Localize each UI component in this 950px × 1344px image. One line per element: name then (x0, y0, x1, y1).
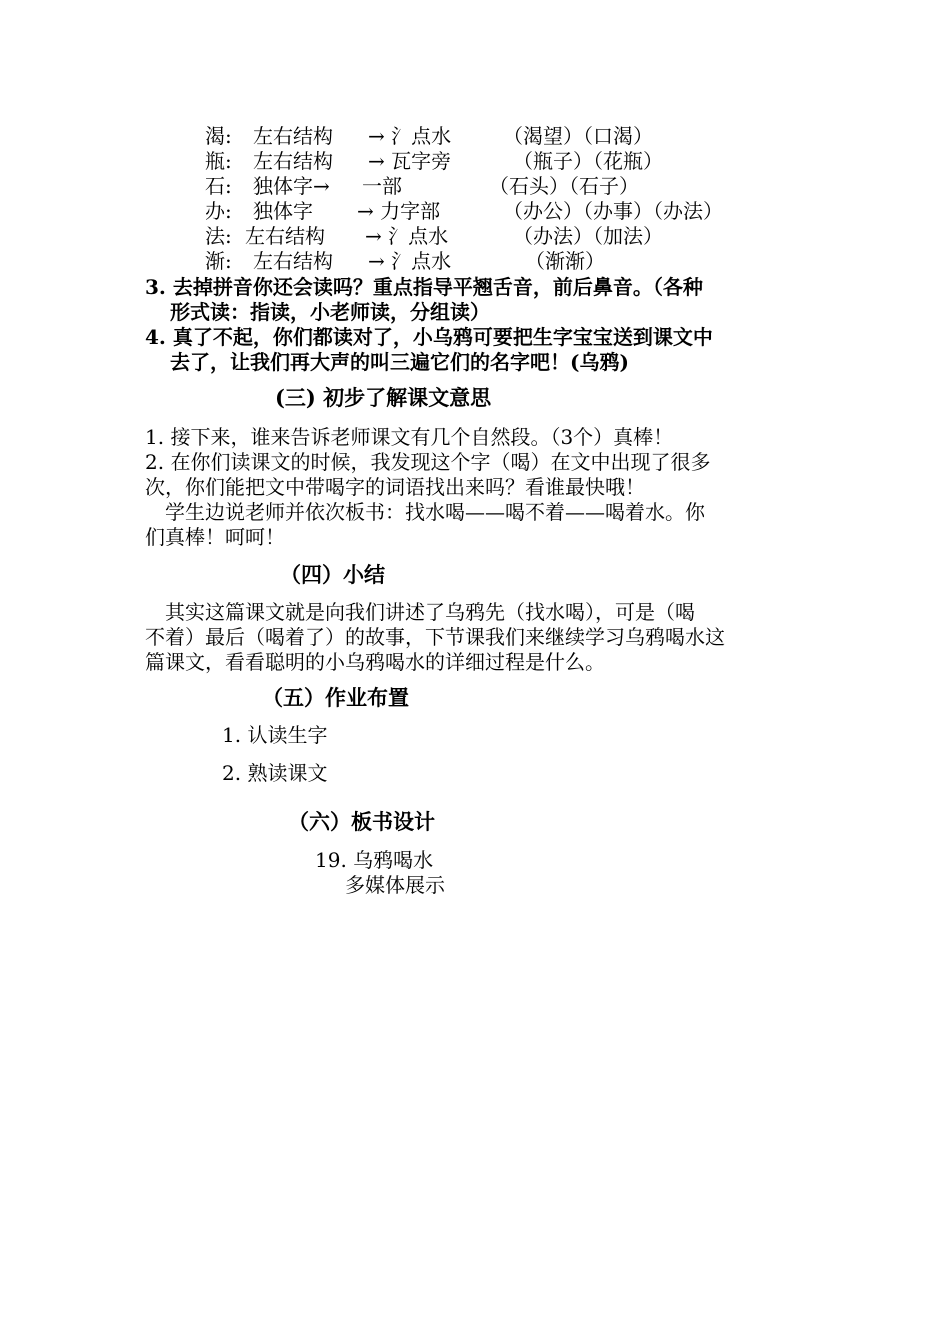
radical: → 氵点水 (368, 124, 452, 148)
char: 法: (205, 224, 232, 248)
char: 瓶: (205, 149, 232, 173)
structure: 独体字 (253, 199, 313, 223)
words: （渐渐） (525, 249, 605, 273)
structure: 左右结构 (253, 149, 333, 173)
radical: → 氵点水 (365, 224, 449, 248)
paragraph-line: 次，你们能把文中带喝字的词语找出来吗？看谁最快哦！ (145, 475, 645, 499)
radical: 一部 (362, 174, 402, 198)
paragraph-line: 1. 接下来，谁来告诉老师课文有几个自然段。（3个）真棒！ (145, 425, 674, 449)
paragraph-line: 篇课文，看看聪明的小乌鸦喝水的详细过程是什么。 (145, 650, 605, 674)
paragraph-line: 学生边说老师并依次板书：找水喝——喝不着——喝着水。你 (145, 500, 705, 524)
words: （石头）（石子） (489, 174, 639, 198)
section-heading: (三) 初步了解课文意思 (275, 385, 492, 410)
paragraph-line: 2. 在你们读课文的时候，我发现这个字（喝）在文中出现了很多 (145, 450, 711, 474)
structure: 左右结构 (245, 224, 325, 248)
section-heading: （六）板书设计 (288, 809, 435, 834)
step-3-line-1: 3. 去掉拼音你还会读吗？重点指导平翘舌音，前后鼻音。（各种 (145, 275, 703, 299)
char: 办: (205, 199, 232, 223)
paragraph-line: 其实这篇课文就是向我们讲述了乌鸦先（找水喝），可是（喝 (145, 600, 695, 624)
radical: → 力字部 (357, 199, 441, 223)
homework-item: 2. 熟读课文 (222, 761, 328, 785)
radical: → 瓦字旁 (368, 149, 452, 173)
step-4-line-2: 去了，让我们再大声的叫三遍它们的名字吧！(乌鸦) (170, 350, 629, 374)
paragraph-line: 们真棒！呵呵！ (145, 525, 285, 549)
structure: 左右结构 (253, 249, 333, 273)
step-4-line-1: 4. 真了不起，你们都读对了，小乌鸦可要把生字宝宝送到课文中 (145, 325, 713, 349)
blackboard-note: 多媒体展示 (345, 873, 445, 897)
homework-item: 1. 认读生字 (222, 723, 328, 747)
paragraph-line: 不着）最后（喝着了）的故事，下节课我们来继续学习乌鸦喝水这 (145, 625, 725, 649)
words: （渴望）（口渴） (503, 124, 653, 148)
char: 渐: (205, 249, 232, 273)
structure: 左右结构 (253, 124, 333, 148)
radical: → 氵点水 (368, 249, 452, 273)
words: （办法）（加法） (513, 224, 663, 248)
blackboard-title: 19. 乌鸦喝水 (315, 848, 434, 872)
section-heading: （四）小结 (280, 562, 385, 587)
words: （办公）（办事）（办法） (503, 199, 723, 223)
step-3-line-2: 形式读：指读，小老师读，分组读） (170, 300, 490, 324)
char: 石: (205, 174, 232, 198)
char: 渴: (205, 124, 232, 148)
structure: 独体字→ (253, 174, 330, 198)
section-heading: （五）作业布置 (262, 685, 409, 710)
words: （瓶子）（花瓶） (513, 149, 663, 173)
